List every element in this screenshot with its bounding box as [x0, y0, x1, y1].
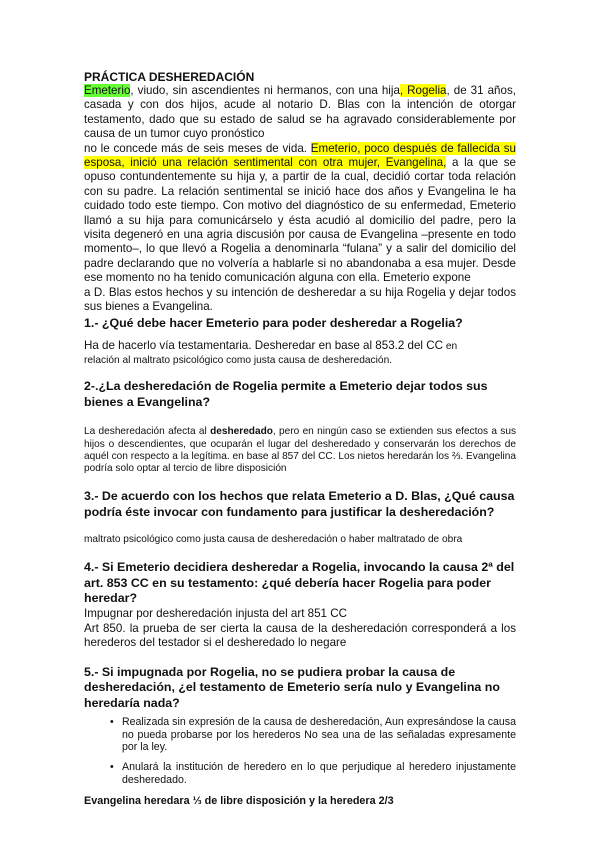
case-statement: [84, 84, 516, 142]
list-item: [84, 716, 516, 754]
document-title: PRÁCTICA DESHEREDACIÓN: [84, 70, 255, 84]
question-2: 2-.¿La desheredación de Rogelia permite a Emeterio dejar todos sus bienes a Evangelina?: [84, 379, 488, 409]
question-4: 4.- Si Emeterio decidiera desheredar a Rogelia, invocando la causa 2ª del art. 853 CC en su testamento: ¿qué debería hacer Rogelia para poder heredar?: [84, 560, 515, 606]
document-body: [84, 70, 516, 808]
answer-2-bold: desheredado: [210, 426, 273, 438]
intro-text-1: , viudo, sin ascendientes ni hermanos, con una hija: [130, 84, 400, 97]
intro-text-3: no le concede más de seis meses de vida.: [84, 141, 311, 155]
question-1: 1.- ¿Qué debe hacer Emeterio para poder desheredar a Rogelia?: [84, 315, 463, 330]
highlight-emeterio: Emeterio: [84, 84, 131, 97]
bullet-icon: •: [110, 716, 114, 729]
answer-4-line-1: Impugnar por desheredación injusta del art 851 CC: [84, 606, 347, 620]
answer-1-line-2: relación al maltrato psicológico como justa causa de desheredación.: [84, 355, 393, 367]
intro-text-2: , de 31 años, casada y con dos hijos, acude al notario D. Blas con la intención de otorgar testamento, dado que su estado de salud se ha agravado considerablemente por causa de un tumor cuyo pronóstico: [84, 84, 516, 141]
answer-5-list: [84, 716, 516, 786]
answer-1-main: Ha de hacerlo vía testamentaria. Desheredar en base al 853.2 del CC: [84, 339, 443, 352]
answer-5-bullet-2: Anulará la institución de heredero en lo que perjudique al heredero injustamente desheredado.: [122, 760, 516, 786]
question-3: 3.- De acuerdo con los hechos que relata Emeterio a D. Blas, ¿Qué causa podría éste invocar con fundamento para justificar la desheredación?: [84, 489, 515, 519]
answer-5-bullet-1: Realizada sin expresión de la causa de desheredación, Aun expresándose la causa no pueda probarse por los herederos No sea una de las señaladas expresamente por la ley.: [122, 716, 516, 754]
answer-5-conclusion: Evangelina heredara ⅓ de libre disposición y la heredera 2/3: [84, 795, 394, 808]
bullet-icon: •: [110, 760, 114, 773]
question-5: 5.- Si impugnada por Rogelia, no se pudiera probar la causa de desheredación, ¿el testamento de Emeterio sería nulo y Evangelina no heredaría nada?: [84, 664, 500, 710]
case-statement-cont: [84, 142, 516, 286]
intro-text-4: a la que se opuso contundentemente su hija y, a partir de la cual, decidió cortar toda relación con su padre. La relación sentimental se inició hace dos años y Evangelina le ha cuidado todo este tiempo. Con motivo del diagnóstico de su enfermedad, Emeterio llamó a su hija para comunicárselo y ésta acudió al domicilio del padre, pero la visita degeneró en una agria discusión por causa de Evangelina –presente en todo momento–, lo que llevó a Rogelia a denominarla “fulana” y a salir del domicilio del padre declarando que no volvería a hablarle si no abandonaba a esa mujer. Desde ese momento no ha tenido comunicación alguna con ella. Emeterio expone: [84, 156, 517, 285]
answer-4-line-2: Art 850. la prueba de ser cierta la causa de la desheredación corresponderá a los herederos del testador si el desheredado lo negare: [84, 621, 516, 650]
answer-1-tail: en: [442, 341, 458, 352]
case-statement-end: a D. Blas estos hechos y su intención de desheredar a su hija Rogelia y dejar todos sus bienes a Evangelina.: [84, 285, 516, 314]
list-item: [84, 761, 516, 786]
answer-2-part-1: La desheredación afecta al: [84, 426, 211, 438]
highlight-relation: Emeterio, poco después de fallecida su esposa, inició una relación sentimental con otra mujer, Evangelina,: [84, 141, 516, 170]
answer-2-part-2: , pero en ningún caso se extienden sus efectos a sus hijos o descendientes, que ocuparán el lugar del desheredado y conservarán los derechos de aquél con respecto a la legítima. en base al 857 del CC. Los nietos heredarán los ⅔. Evangelina podría solo optar al tercio de libre disposición: [84, 426, 516, 475]
answer-1: [84, 339, 516, 354]
answer-3: maltrato psicológico como justa causa de desheredación o haber maltratado de obra: [84, 534, 463, 546]
highlight-rogelia: , Rogelia: [399, 84, 447, 97]
answer-2: [84, 426, 516, 475]
